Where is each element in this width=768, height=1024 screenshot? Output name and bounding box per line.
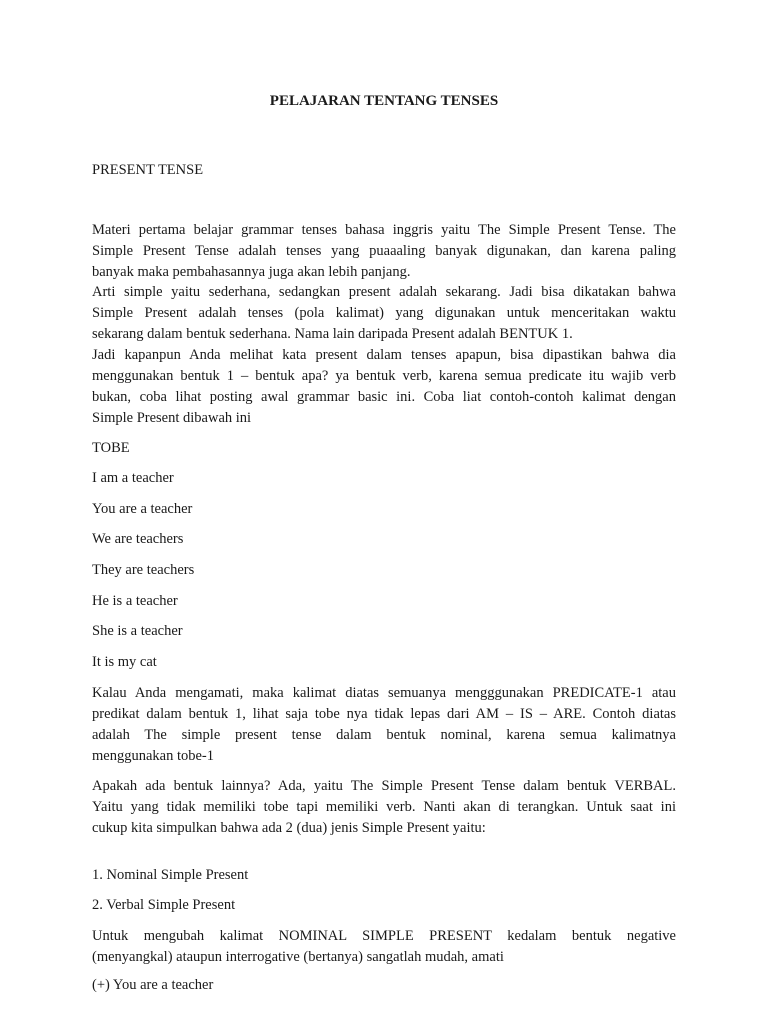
paragraph-6 xyxy=(92,926,676,968)
text-line: bukan, coba lihat posting awal grammar basic ini. Coba liat contoh-contoh kalimat dengan xyxy=(92,389,676,405)
text-line: predikat dalam bentuk 1, lihat saja tobe nya tidak lepas dari AM – IS – ARE. Contoh diatas xyxy=(92,706,676,722)
example-sentence: I am a teacher xyxy=(92,470,174,486)
document-title: PELAJARAN TENTANG TENSES xyxy=(269,93,499,109)
example-sentence: She is a teacher xyxy=(92,623,183,639)
example-sentence: It is my cat xyxy=(92,654,157,670)
text-line: menggunakan bentuk 1 – bentuk apa? ya bentuk verb, karena semua predicate itu wajib verb xyxy=(92,368,676,384)
text-line: sekarang dalam bentuk sederhana. Nama lain daripada Present adalah BENTUK 1. xyxy=(92,326,573,342)
text-line: Materi pertama belajar grammar tenses bahasa inggris yaitu The Simple Present Tense. The xyxy=(92,222,676,238)
text-line: Jadi kapanpun Anda melihat kata present dalam tenses apapun, bisa dipastikan bahwa dia xyxy=(92,347,676,363)
text-line: banyak maka pembahasannya juga akan lebih panjang. xyxy=(92,264,411,280)
example-sentence: He is a teacher xyxy=(92,593,178,609)
example-sentence: We are teachers xyxy=(92,531,184,547)
tobe-heading: TOBE xyxy=(92,440,130,456)
text-line: Yaitu yang tidak memiliki tobe tapi memiliki verb. Nanti akan di terangkan. Untuk saat ini xyxy=(92,799,676,815)
text-line: Simple Present dibawah ini xyxy=(92,410,252,426)
text-line: Simple Present adalah tenses (pola kalimat) yang digunakan untuk menceritakan waktu xyxy=(92,305,676,321)
text-line: Untuk mengubah kalimat NOMINAL SIMPLE PRESENT kedalam bentuk negative xyxy=(92,928,676,944)
text-line: Kalau Anda mengamati, maka kalimat diatas semuanya mengggunakan PREDICATE-1 atau xyxy=(92,685,676,701)
paragraph-3 xyxy=(92,345,676,429)
text-line: cukup kita simpulkan bahwa ada 2 (dua) jenis Simple Present yaitu: xyxy=(92,820,486,836)
type-item: 1. Nominal Simple Present xyxy=(92,867,249,883)
section-heading: PRESENT TENSE xyxy=(92,162,204,178)
paragraph-2 xyxy=(92,282,676,345)
text-line: Simple Present Tense adalah tenses yang puaaaling banyak digunakan, dan karena paling xyxy=(92,243,676,259)
text-line: menggunakan tobe-1 xyxy=(92,748,215,764)
paragraph-4 xyxy=(92,683,676,767)
example-sentence: You are a teacher xyxy=(92,501,193,517)
paragraph-5 xyxy=(92,776,676,839)
positive-example: (+) You are a teacher xyxy=(92,977,214,993)
text-line: adalah The simple present tense dalam bentuk nominal, karena semua kalimatnya xyxy=(92,727,676,743)
text-line: (menyangkal) ataupun interrogative (bertanya) sangatlah mudah, amati xyxy=(92,949,504,965)
text-line: Arti simple yaitu sederhana, sedangkan present adalah sekarang. Jadi bisa dikatakan bahwa xyxy=(92,284,676,300)
paragraph-1 xyxy=(92,220,676,283)
text-line: Apakah ada bentuk lainnya? Ada, yaitu The Simple Present Tense dalam bentuk VERBAL. xyxy=(92,778,676,794)
type-item: 2. Verbal Simple Present xyxy=(92,897,236,913)
example-sentence: They are teachers xyxy=(92,562,195,578)
